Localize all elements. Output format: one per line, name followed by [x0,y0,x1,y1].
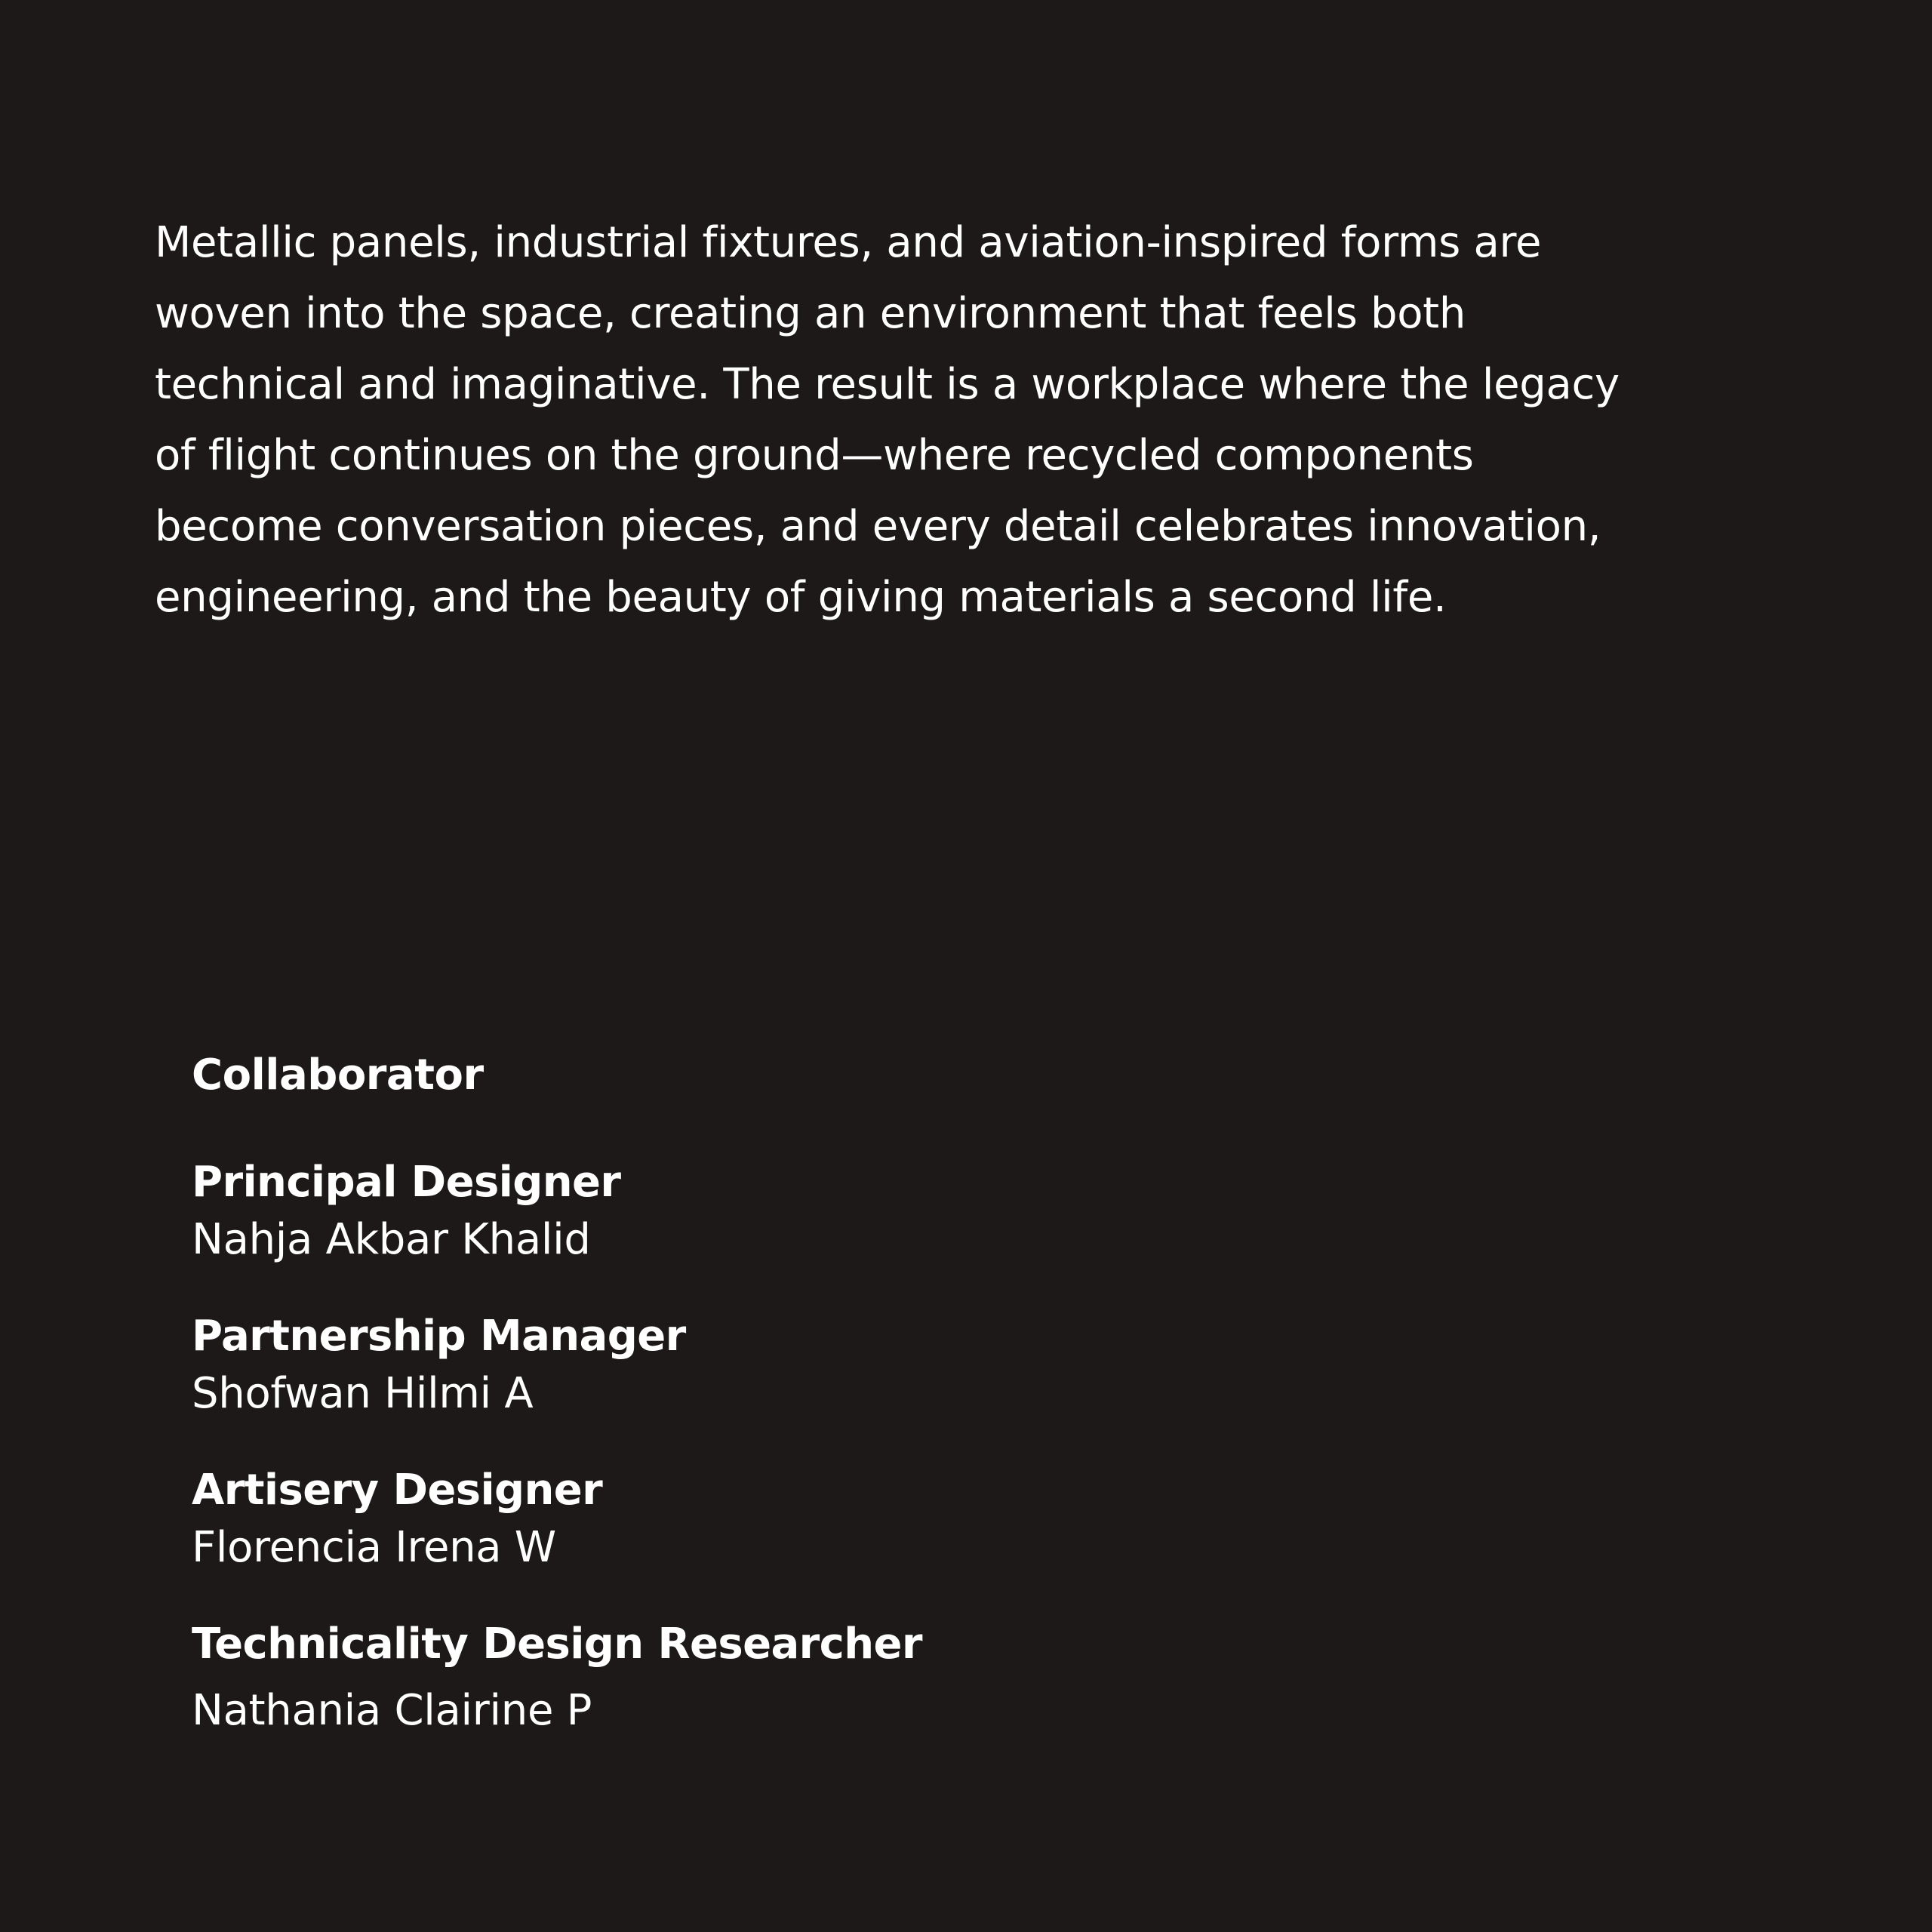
project-description [155,208,1838,633]
credit-name: Nathania Clairine P [192,1686,592,1735]
credit-role: Partnership Manager [192,1312,686,1361]
credit-role: Principal Designer [192,1158,621,1207]
description-line: woven into the space, creating an environment that feels both [155,289,1466,338]
credit-role: Technicality Design Researcher [192,1620,922,1669]
description-line: Metallic panels, industrial fixtures, and aviation-inspired forms are [155,218,1542,267]
credit-name: Shofwan Hilmi A [192,1369,534,1418]
description-line: technical and imaginative. The result is a workplace where the legacy [155,360,1620,409]
credits-heading: Collaborator [192,1051,484,1100]
credits-section [192,1045,1399,1741]
credit-name: Florencia Irena W [192,1523,556,1572]
description-line: become conversation pieces, and every detail celebrates innovation, [155,502,1601,551]
credit-entry [192,1155,1399,1270]
credit-entry [192,1309,1399,1424]
credit-entry [192,1617,1399,1741]
description-line: engineering, and the beauty of giving materials a second life. [155,573,1447,622]
credit-entry [192,1463,1399,1578]
credit-name: Nahja Akbar Khalid [192,1215,591,1264]
description-line: of flight continues on the ground—where recycled components [155,431,1474,480]
credit-role: Artisery Designer [192,1466,603,1515]
